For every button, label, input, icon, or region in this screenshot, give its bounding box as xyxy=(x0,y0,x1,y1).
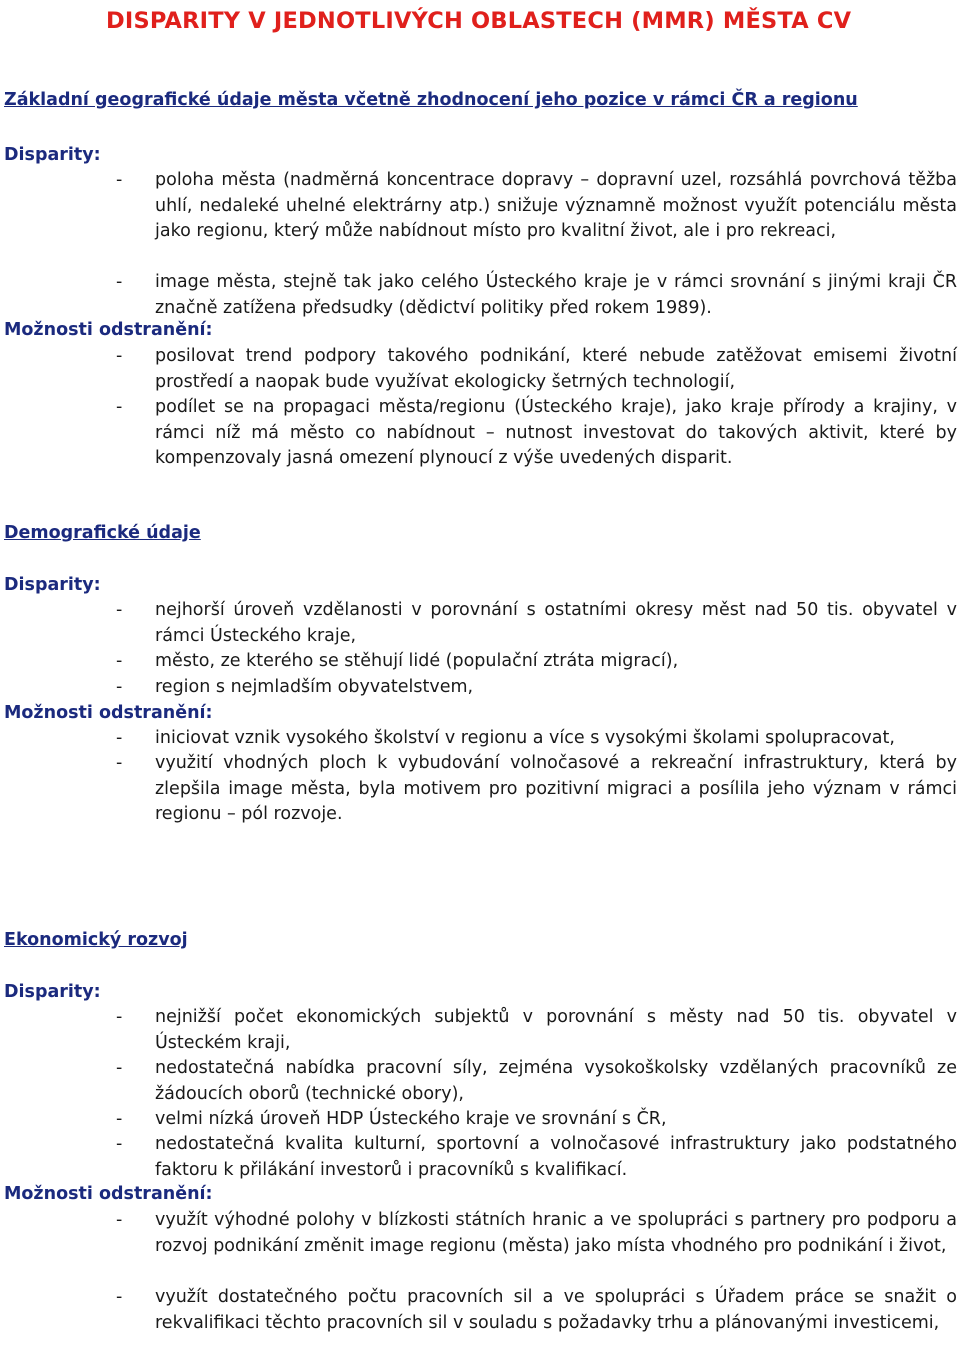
bullet-dash: - xyxy=(116,1210,123,1230)
list-item: město, ze kterého se stěhují lidé (populační ztráta migrací), xyxy=(155,651,679,671)
bullet-dash: - xyxy=(116,170,123,190)
list-item: image města, stejně tak jako celého Ústeckého kraje je v rámci srovnání s jinými kraji ČR značně zatížena předsudky (dědictví politiky před rokem 1989). xyxy=(155,272,957,318)
disparity-label: Disparity: xyxy=(4,575,101,595)
bullet-dash: - xyxy=(116,677,123,697)
bullet-dash: - xyxy=(116,272,123,292)
list-item: nejhorší úroveň vzdělanosti v porovnání s ostatními okresy měst nad 50 tis. obyvatel v rámci Ústeckého kraje, xyxy=(155,600,957,646)
bullet-dash: - xyxy=(116,1007,123,1027)
bullet-dash: - xyxy=(116,397,123,417)
bullet-dash: - xyxy=(116,1287,123,1307)
list-item: nedostatečná kvalita kulturní, sportovní a volnočasové infrastruktury jako podstatného faktoru k přilákání investorů i pracovníků s kvalifikací. xyxy=(155,1134,957,1180)
bullet-dash: - xyxy=(116,1134,123,1154)
section-heading-geography: Základní geografické údaje města včetně zhodnocení jeho pozice v rámci ČR a regionu xyxy=(4,90,858,110)
list-item: využití vhodných ploch k vybudování volnočasové a rekreační infrastruktury, která by zlepšila image města, byla motivem pro pozitivní migraci a posílila jeho význam v rámci regionu – pól rozvoje. xyxy=(155,753,957,824)
list-item: využít výhodné polohy v blízkosti státních hranic a ve spolupráci s partnery pro podporu a rozvoj podnikání změnit image regionu (města) jako místa vhodného pro podnikání i život, xyxy=(155,1210,957,1256)
list-item: posilovat trend podpory takového podnikání, které nebude zatěžovat emisemi životní prostředí a naopak bude využívat ekologicky šetrných technologií, xyxy=(155,346,957,392)
bullet-dash: - xyxy=(116,651,123,671)
list-item: iniciovat vznik vysokého školství v regionu a více s vysokými školami spolupracovat, xyxy=(155,728,895,748)
list-item: nedostatečná nabídka pracovní síly, zejména vysokoškolsky vzdělaných pracovníků ze žádoucích oborů (technické obory), xyxy=(155,1058,957,1104)
bullet-dash: - xyxy=(116,753,123,773)
bullet-dash: - xyxy=(116,346,123,366)
list-item: podílet se na propagaci města/regionu (Ústeckého kraje), jako kraje přírody a krajiny, v rámci níž má město co nabídnout – nutnost investovat do takových aktivit, které by kompenzovaly jasná omezení plynoucí z výše uvedených disparit. xyxy=(155,397,957,468)
list-item: využít dostatečného počtu pracovních sil a ve spolupráci s Úřadem práce se snažit o rekvalifikaci těchto pracovních sil v souladu s požadavky trhu a plánovanými investicemi, xyxy=(155,1287,957,1333)
section-heading-demography: Demografické údaje xyxy=(4,523,201,543)
bullet-dash: - xyxy=(116,1058,123,1078)
list-item: velmi nízká úroveň HDP Ústeckého kraje ve srovnání s ČR, xyxy=(155,1109,667,1129)
bullet-dash: - xyxy=(116,600,123,620)
disparity-label: Disparity: xyxy=(4,145,101,165)
options-label: Možnosti odstranění: xyxy=(4,703,213,723)
bullet-dash: - xyxy=(116,728,123,748)
options-label: Možnosti odstranění: xyxy=(4,320,213,340)
page-title: DISPARITY V JEDNOTLIVÝCH OBLASTECH (MMR) MĚSTA CV xyxy=(106,8,852,34)
options-label: Možnosti odstranění: xyxy=(4,1184,213,1204)
list-item: poloha města (nadměrná koncentrace dopravy – dopravní uzel, rozsáhlá povrchová těžba uhlí, nedaleké uhelné elektrárny atp.) snižuje významně možnost využít potenciálu města jako regionu, který může nabídnout místo pro kvalitní život, ale i pro rekreaci, xyxy=(155,170,957,241)
bullet-dash: - xyxy=(116,1109,123,1129)
disparity-label: Disparity: xyxy=(4,982,101,1002)
list-item: nejnižší počet ekonomických subjektů v porovnání s městy nad 50 tis. obyvatel v Ústeckém kraji, xyxy=(155,1007,957,1053)
list-item: region s nejmladším obyvatelstvem, xyxy=(155,677,474,697)
section-heading-economy: Ekonomický rozvoj xyxy=(4,930,188,950)
